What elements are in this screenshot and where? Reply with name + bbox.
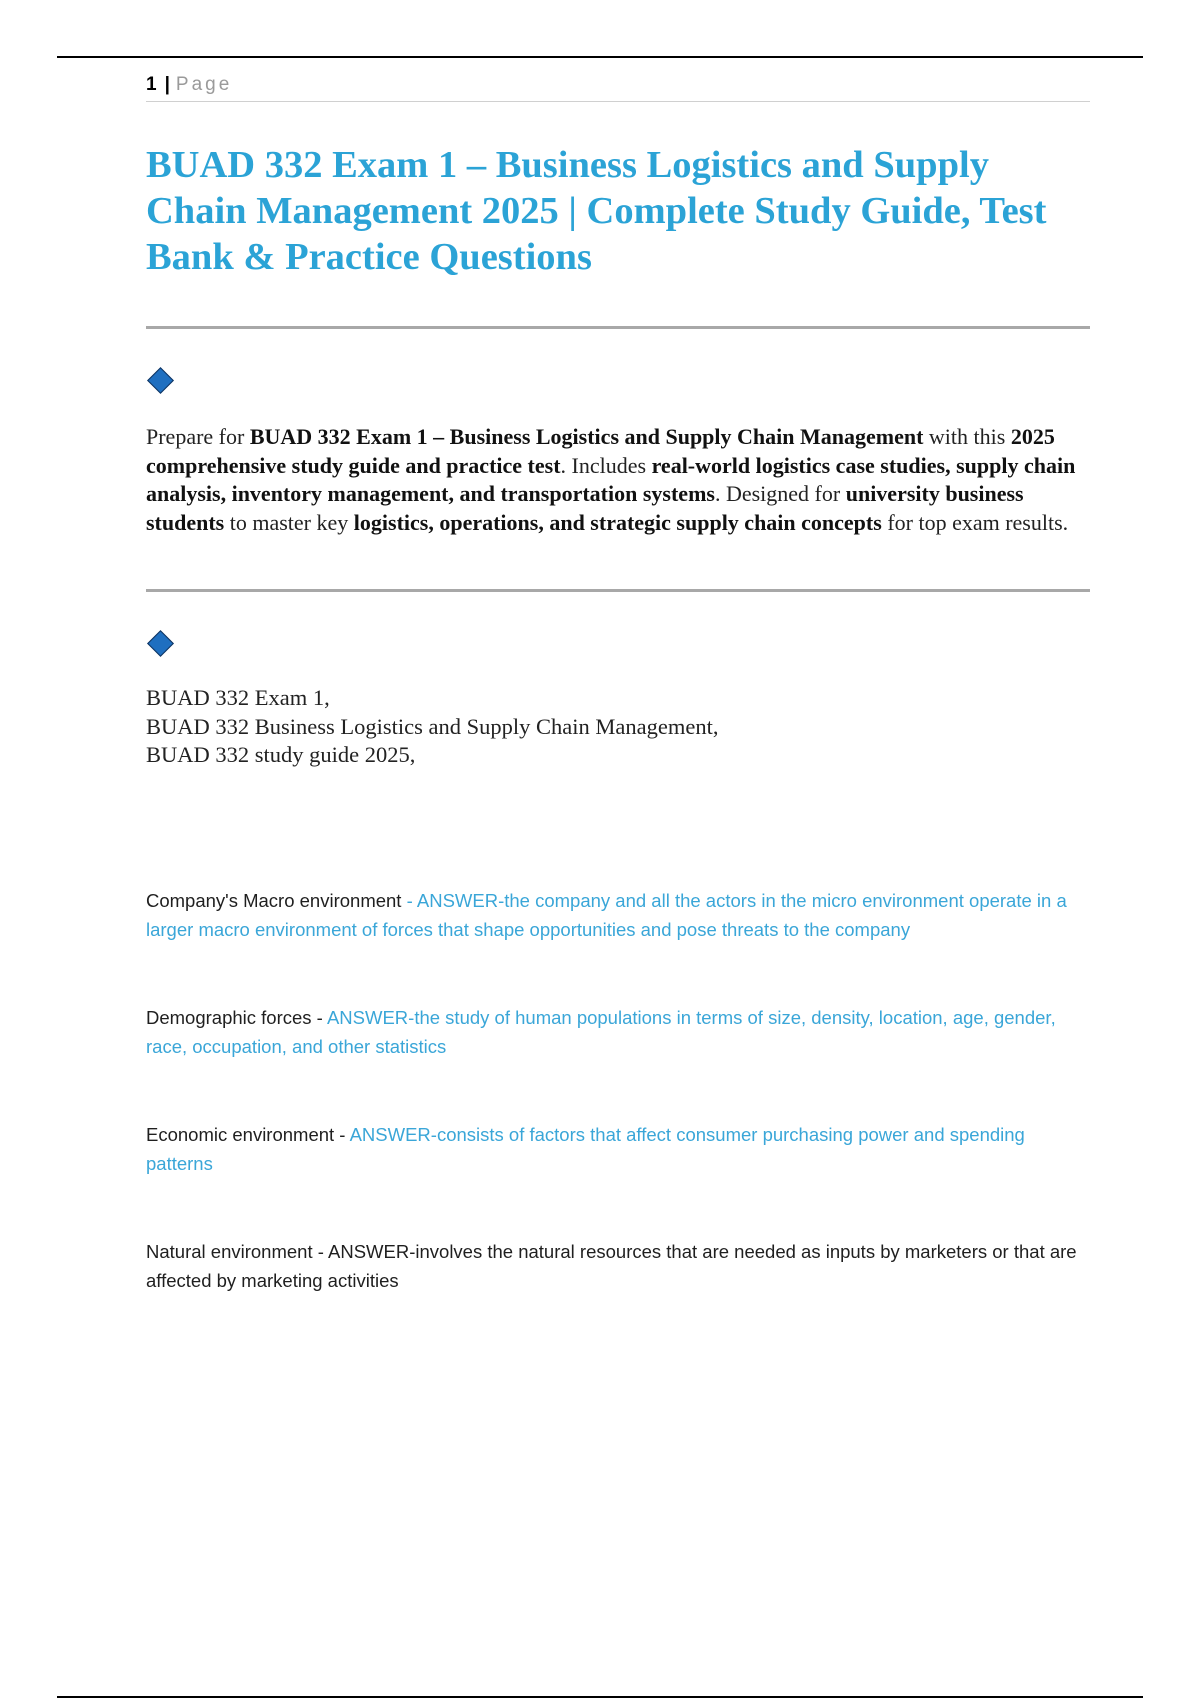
- intro-paragraph: [146, 423, 1090, 537]
- intro-text: for top exam results.: [881, 509, 1069, 535]
- keyword-line: BUAD 332 study guide 2025,: [146, 742, 416, 767]
- intro-text: to master key: [224, 509, 354, 535]
- keyword-line: BUAD 332 Exam 1,: [146, 685, 330, 710]
- intro-bold: university business students: [146, 481, 1024, 535]
- qa-item: [146, 886, 1090, 944]
- page-header-separator: |: [164, 74, 170, 95]
- horizontal-rule: [146, 326, 1090, 329]
- qa-item: [146, 1120, 1090, 1178]
- qa-answer: ANSWER-the study of human populations in terms of size, density, location, age, gender, race, occupation, and other statistics: [146, 1006, 1056, 1057]
- qa-item: [146, 1003, 1090, 1061]
- qa-answer: ANSWER-consists of factors that affect consumer purchasing power and spending patterns: [146, 1123, 1025, 1174]
- intro-text: . Designed for: [714, 481, 846, 506]
- keyword-line: BUAD 332 Business Logistics and Supply Chain Management,: [146, 713, 719, 739]
- qa-term: Natural environment: [146, 1240, 313, 1262]
- section-bullet: [146, 628, 1090, 658]
- qa-separator: -: [334, 1123, 350, 1145]
- keyword-list: [146, 684, 1090, 770]
- qa-separator: -: [312, 1240, 329, 1262]
- page-number: 1: [146, 74, 157, 95]
- intro-text: . Includes: [560, 452, 652, 478]
- intro-bold: real-world logistics case studies, supply chain analysis, inventory management, and transportation systems: [146, 452, 1076, 506]
- qa-term: Economic environment: [146, 1123, 335, 1145]
- section-bullet: [146, 365, 1090, 395]
- qa-separator: -: [311, 1006, 327, 1028]
- diamond-bullet-icon: [147, 630, 174, 657]
- intro-text: with this: [923, 424, 1011, 449]
- page-bottom-border: [57, 1696, 1143, 1698]
- intro-bold: 2025 comprehensive study guide and practice test: [146, 424, 1055, 478]
- qa-term: Demographic forces: [146, 1006, 312, 1028]
- intro-bold: BUAD 332 Exam 1 – Business Logistics and Supply Chain Management: [249, 424, 924, 449]
- page-label: Page: [175, 74, 233, 95]
- qa-term: Company's Macro environment: [146, 889, 402, 911]
- qa-answer: ANSWER-the company and all the actors in the micro environment operate in a larger macro environment of forces that shape opportunities and pose threats to the company: [146, 889, 1067, 940]
- qa-list: [146, 886, 1090, 1295]
- page-content: [146, 58, 1090, 1354]
- intro-bold: logistics, operations, and strategic supply chain concepts: [353, 509, 882, 535]
- document-title: BUAD 332 Exam 1 – Business Logistics and Supply Chain Management 2025 | Complete Study Guide, Test Bank & Practice Questions: [146, 144, 1047, 278]
- qa-separator: -: [401, 889, 417, 911]
- intro-text: Prepare for: [146, 424, 250, 449]
- horizontal-rule: [146, 589, 1090, 592]
- page-header: [146, 58, 1090, 102]
- qa-answer: ANSWER-involves the natural resources that are needed as inputs by marketers or that are affected by marketing activities: [146, 1240, 1077, 1291]
- qa-item: [146, 1237, 1090, 1295]
- diamond-bullet-icon: [147, 367, 174, 394]
